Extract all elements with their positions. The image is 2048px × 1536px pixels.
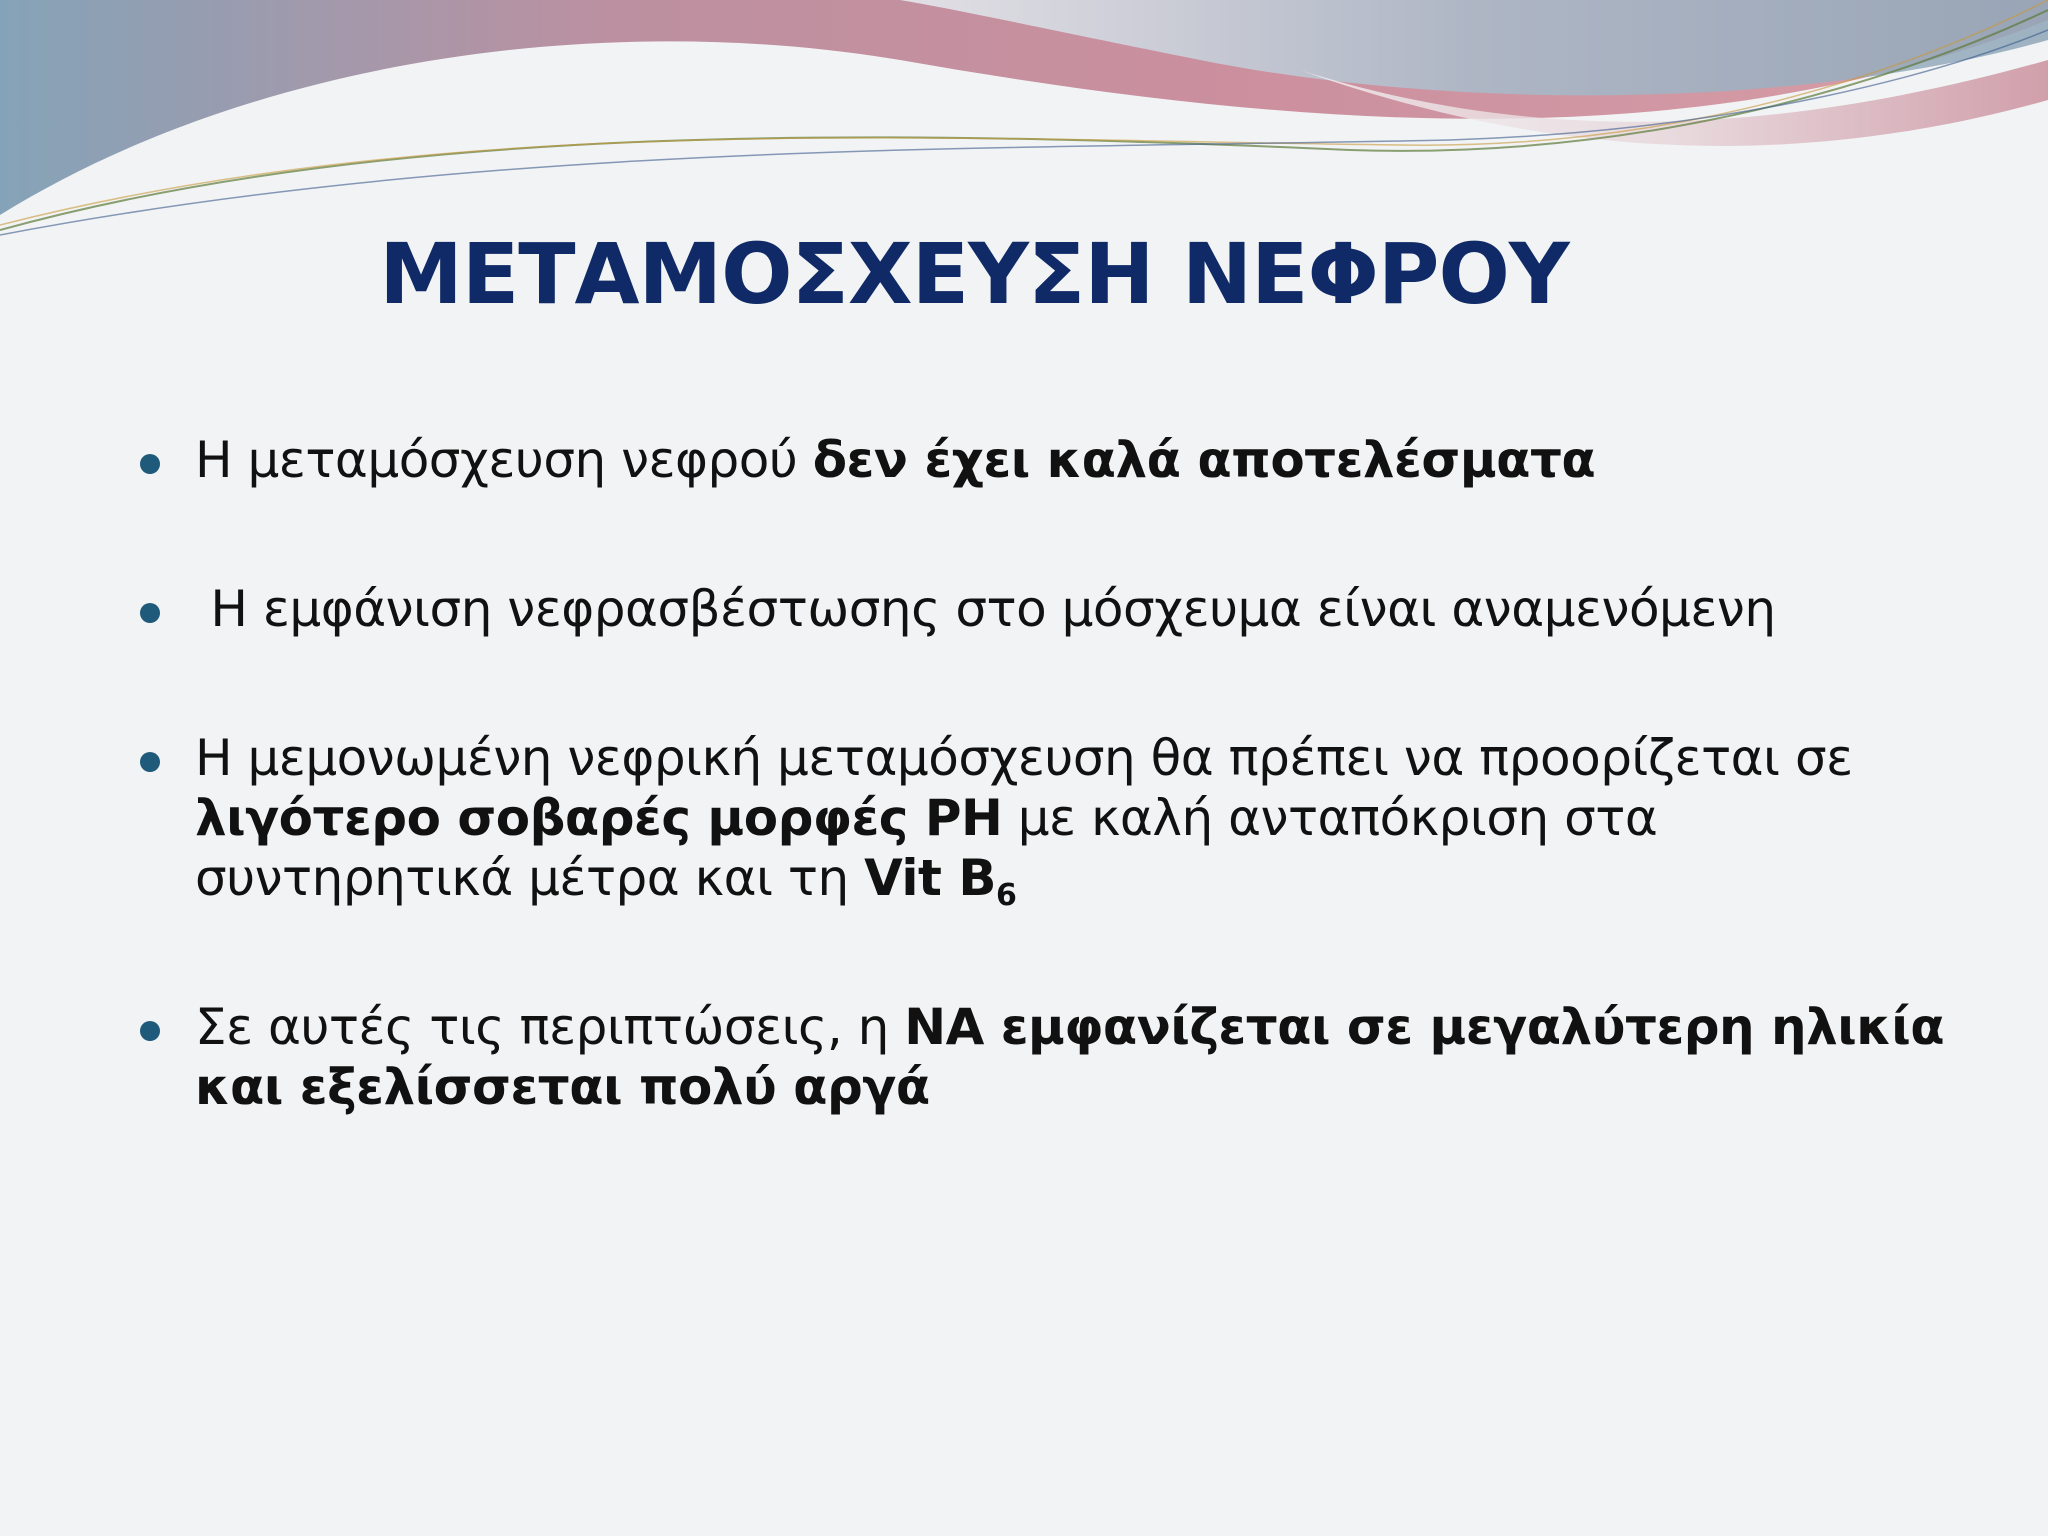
- bullet-item: [140, 997, 1960, 1117]
- bullet-text: Η εμφάνιση νεφρασβέστωσης στο μόσχευμα είναι αναμενόμενη: [195, 580, 1776, 638]
- bullet-text: με καλή ανταπόκριση στα συντηρητικά μέτρα και τη: [195, 789, 1658, 907]
- bullet-bold-text: δεν έχει καλά αποτελέσματα: [812, 431, 1596, 489]
- bullet-bold-text: Vit B: [864, 849, 996, 907]
- bullet-dot-icon: [140, 752, 160, 772]
- bullet-dot-icon: [140, 603, 160, 623]
- slide-title-text: ΜΕΤΑΜΟΣΧΕΥΣΗ ΝΕΦΡΟΥ: [379, 225, 1569, 323]
- subscript-text: 6: [995, 878, 1017, 913]
- bullet-bold-text: λιγότερο σοβαρές μορφές PH: [195, 789, 1003, 847]
- bullet-text: Η μεμονωμένη νεφρική μεταμόσχευση θα πρέπει να προορίζεται σε: [195, 729, 1853, 787]
- bullet-list: [140, 430, 1960, 1117]
- bullet-bold-text: ΝΑ εμφανίζεται σε μεγαλύτερη ηλικία και εξελίσσεται πολύ αργά: [195, 998, 1945, 1116]
- slide-title: [0, 225, 2048, 323]
- bullet-item: [140, 579, 1960, 639]
- bullet-dot-icon: [140, 454, 160, 474]
- header-wave-decoration: [0, 0, 2048, 240]
- bullet-dot-icon: [140, 1021, 160, 1041]
- bullet-item: [140, 430, 1960, 490]
- bullet-text: Σε αυτές τις περιπτώσεις, η: [195, 998, 905, 1056]
- bullet-item: [140, 728, 1960, 913]
- bullet-text: Η μεταμόσχευση νεφρού: [195, 431, 813, 489]
